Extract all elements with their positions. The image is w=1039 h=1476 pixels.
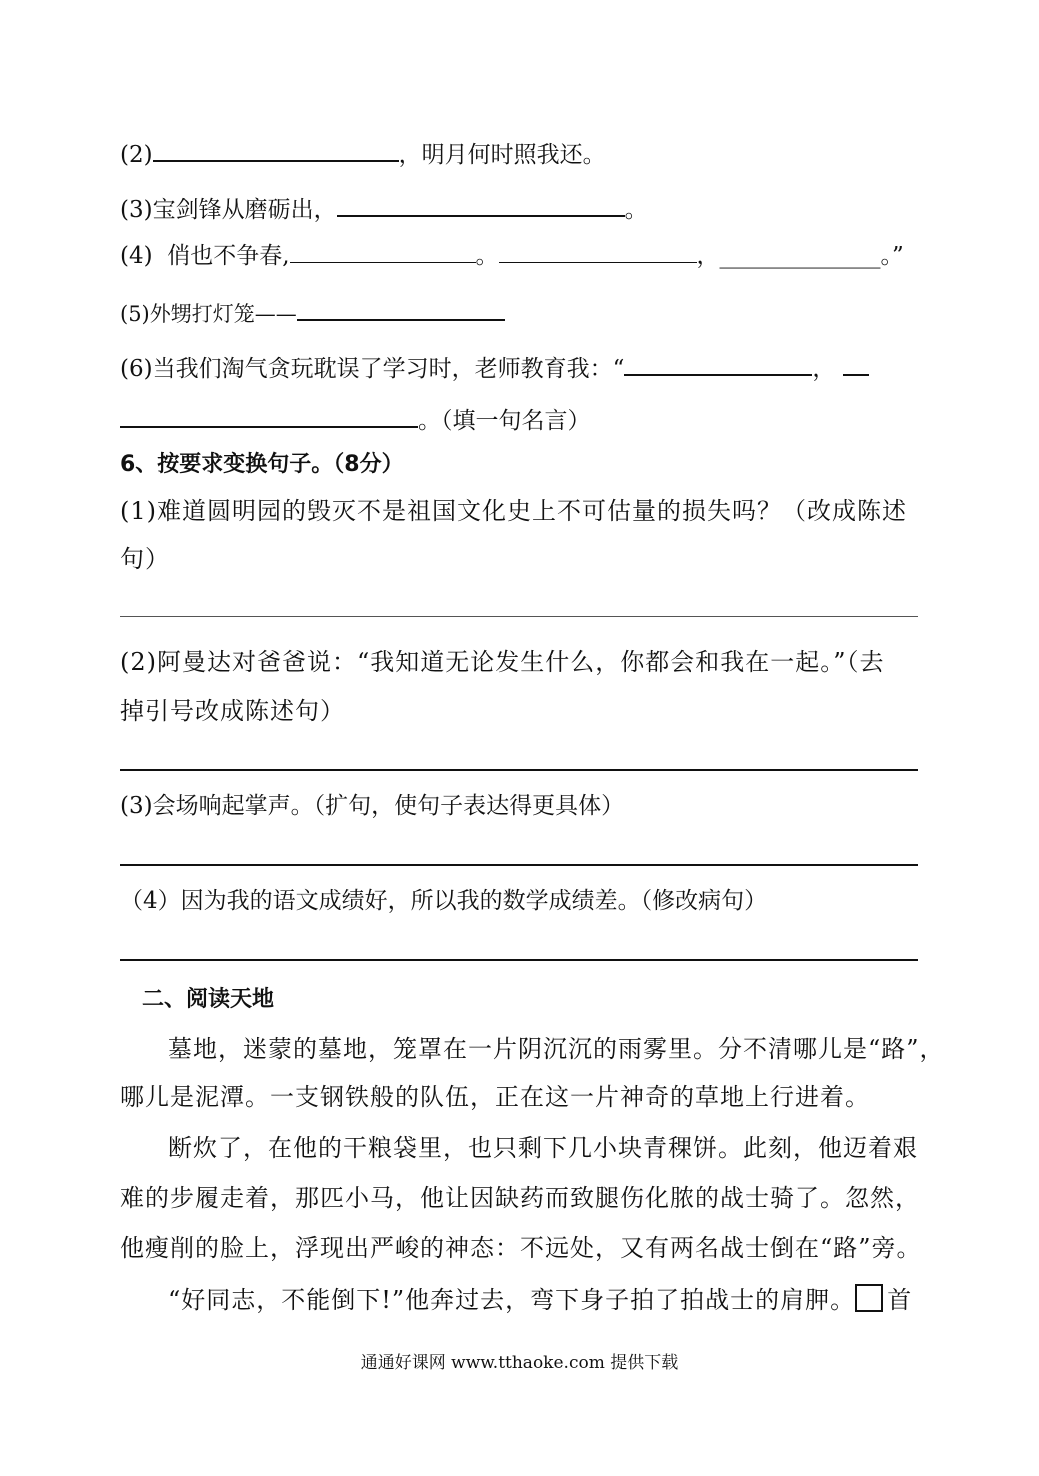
item-text: (5)外甥打灯笼——	[120, 302, 297, 326]
fill-item-6	[120, 352, 869, 384]
fill-item-6-cont	[120, 404, 591, 436]
item-text: ，明月何时照我还。	[398, 142, 606, 168]
reading-p3-line1	[168, 1284, 912, 1315]
answer-blank[interactable]	[337, 193, 625, 217]
answer-blank[interactable]	[843, 352, 869, 376]
question-3: (3)会场响起掌声。（扩句，使句子表达得更具体）	[120, 793, 625, 819]
reading-p2-line3: 他瘦削的脸上，浮现出严峻的神态：不远处，又有两名战士倒在“路”旁。	[120, 1234, 922, 1262]
item-number: (4)	[120, 243, 153, 269]
reading-heading: 二、阅读天地	[142, 987, 275, 1012]
fill-item-2	[120, 138, 606, 170]
answer-line-4[interactable]	[120, 959, 918, 961]
reading-p2-line1: 断炊了，在他的干粮袋里，也只剩下几小块青稞饼。此刻，他迈着艰	[168, 1134, 918, 1162]
question-1-line2: 句）	[120, 545, 170, 573]
answer-blank[interactable]	[290, 240, 476, 263]
fill-item-5	[120, 297, 505, 329]
item-text: (3)宝剑锋从磨砺出，	[120, 197, 337, 223]
answer-line-1[interactable]	[120, 616, 918, 617]
item-number: (2)	[120, 142, 153, 168]
item-text: (6)当我们淘气贪玩耽误了学习时，老师教育我：“	[120, 356, 625, 382]
answer-blank[interactable]	[153, 138, 399, 162]
punct: ，	[812, 356, 836, 382]
punct: ，	[696, 243, 720, 269]
question-1-line1: (1)难道圆明园的毁灭不是祖国文化史上不可估量的损失吗？（改成陈述	[120, 497, 907, 525]
item-text: 。（填一句名言）	[418, 408, 591, 434]
section-heading: 6、按要求变换句子。（8分）	[120, 452, 404, 477]
answer-blank-text[interactable]: ______________	[719, 243, 881, 269]
fill-item-3	[120, 193, 648, 225]
answer-blank[interactable]	[499, 240, 697, 263]
reading-p3-end: 首	[887, 1286, 913, 1314]
reading-p2-line2: 难的步履走着，那匹小马，他让因缺药而致腿伤化脓的战士骑了。忽然，	[120, 1184, 920, 1212]
punct: 。”	[880, 243, 904, 269]
answer-box[interactable]	[855, 1284, 883, 1312]
item-text: 俏也不争春,	[167, 243, 290, 269]
item-end: 。	[624, 197, 648, 223]
punct: 。	[475, 243, 499, 269]
answer-line-3[interactable]	[120, 864, 918, 866]
answer-blank[interactable]	[624, 352, 812, 376]
answer-blank[interactable]	[120, 404, 418, 428]
question-2-line1: (2)阿曼达对爸爸说：“我知道无论发生什么，你都会和我在一起。”（去	[120, 648, 885, 676]
fill-item-4	[120, 240, 904, 271]
question-2-line2: 掉引号改成陈述句）	[120, 697, 345, 725]
answer-line-2[interactable]	[120, 769, 918, 771]
question-4: （4）因为我的语文成绩好，所以我的数学成绩差。（修改病句）	[120, 888, 768, 914]
reading-p1-line1: 墓地，迷蒙的墓地，笼罩在一片阴沉沉的雨雾里。分不清哪儿是“路”，	[168, 1035, 945, 1063]
reading-p1-line2: 哪儿是泥潭。一支钢铁般的队伍，正在这一片神奇的草地上行进着。	[120, 1083, 870, 1111]
footer-text: 通通好课网 www.tthaoke.com 提供下载	[360, 1353, 679, 1373]
reading-p3-text: “好同志，不能倒下!”他奔过去，弯下身子拍了拍战士的肩胛。	[168, 1286, 856, 1314]
answer-blank[interactable]	[297, 297, 505, 321]
